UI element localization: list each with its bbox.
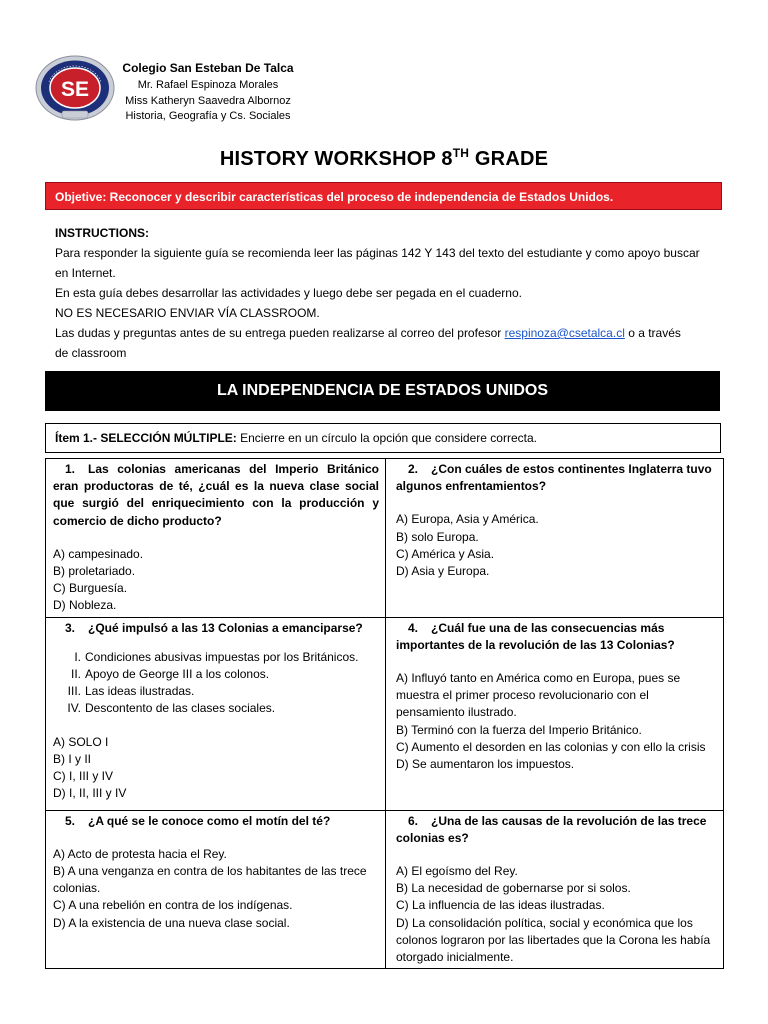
option[interactable]: D) Se aumentaron los impuestos. <box>396 757 575 772</box>
option[interactable]: C) I, III y IV <box>53 769 114 784</box>
option[interactable]: A) Europa, Asia y América. <box>396 512 539 527</box>
statement-text: Las ideas ilustradas. <box>85 684 195 699</box>
subject: Historia, Geografía y Cs. Sociales <box>125 110 291 122</box>
statement-number: IV. <box>67 701 81 716</box>
title-end: GRADE <box>469 148 549 170</box>
option[interactable]: C) A una rebelión en contra de los indígenas. <box>53 898 293 913</box>
item-1-text: Encierre en un círculo la opción que considere correcta. <box>236 431 537 445</box>
option[interactable]: B) proletariado. <box>53 564 136 579</box>
question-1-options <box>53 546 379 615</box>
question-6 <box>386 810 724 969</box>
question-2-options <box>396 511 717 580</box>
item-1-label: Ítem 1.- SELECCIÓN MÚLTIPLE: <box>55 431 237 445</box>
page-title <box>0 146 768 171</box>
statement-number: II. <box>70 667 81 682</box>
question-6-text: ¿Una de las causas de la revolución de las trece colonias es? <box>396 813 707 845</box>
question-4-number: 4. <box>408 620 419 635</box>
logo-bottom-ribbon <box>62 111 88 118</box>
option[interactable]: A) SOLO I <box>53 734 109 749</box>
instructions-line-1: Para responder la siguiente guía se recomienda leer las páginas 142 Y 143 del texto del estudiante y como apoyo buscar <box>55 246 700 260</box>
question-3-text: ¿Qué impulsó a las 13 Colonias a emanciparse? <box>88 620 363 635</box>
question-4 <box>386 617 724 810</box>
question-3 <box>46 617 386 810</box>
statement-text: Condiciones abusivas impuestas por los Británicos. <box>85 649 359 664</box>
teacher-1: Mr. Rafael Espinoza Morales <box>137 79 279 91</box>
question-5-number: 5. <box>65 813 76 828</box>
option[interactable]: B) A una venganza en contra de los habitantes de las trece colonias. <box>53 864 367 896</box>
instructions-line-5 <box>55 323 725 343</box>
statement <box>63 683 379 700</box>
school-name: Colegio San Esteban De Talca <box>122 61 294 75</box>
option[interactable]: A) Acto de protesta hacia el Rey. <box>53 846 227 861</box>
title-superscript: TH <box>452 146 470 160</box>
option[interactable]: A) campesinado. <box>53 546 144 561</box>
question-row-1 <box>46 459 724 618</box>
question-3-statements <box>53 649 379 718</box>
question-5 <box>46 810 386 969</box>
instructions-line-6: de classroom <box>55 346 127 360</box>
instructions-line-3: En esta guía debes desarrollar las actividades y luego debe ser pegada en el cuaderno. <box>55 286 522 300</box>
question-6-number: 6. <box>408 813 419 828</box>
question-4-options <box>396 670 717 773</box>
question-5-options <box>53 846 379 932</box>
question-1 <box>46 459 386 618</box>
question-row-2 <box>46 617 724 810</box>
question-row-3 <box>46 810 724 969</box>
teacher-2: Miss Katheryn Saavedra Albornoz <box>125 94 291 107</box>
statement-text: Descontento de las clases sociales. <box>85 701 276 716</box>
option[interactable]: B) Terminó con la fuerza del Imperio Británico. <box>396 722 642 737</box>
instructions-heading: INSTRUCTIONS: <box>55 226 149 240</box>
option[interactable]: C) América y Asia. <box>396 546 495 561</box>
option[interactable]: C) La influencia de las ideas ilustradas. <box>396 898 605 913</box>
contact-text: Las dudas y preguntas antes de su entrega pueden realizarse al correo del profesor <box>55 326 505 340</box>
question-2-text: ¿Con cuáles de estos continentes Inglaterra tuvo algunos enfrentamientos? <box>396 462 712 494</box>
question-1-number: 1. <box>65 462 76 476</box>
question-2-number: 2. <box>408 462 419 476</box>
option[interactable]: C) Aumento el desorden en las colonias y con ello la crisis <box>396 739 706 754</box>
title-main: HISTORY WORKSHOP 8 <box>219 148 453 170</box>
question-4-text: ¿Cuál fue una de las consecuencias más importantes de la revolución de las 13 Colonias? <box>396 620 675 652</box>
option[interactable]: D) La consolidación política, social y económica que los colonos lograron por las libertades que la Corona les había otorgado inicialmente. <box>396 915 711 965</box>
objective-banner: Objetive: Reconocer y describir características del proceso de independencia de Estados Unidos. <box>45 182 722 210</box>
option[interactable]: B) I y II <box>53 751 92 766</box>
option[interactable]: D) Nobleza. <box>53 598 117 613</box>
option[interactable]: C) Burguesía. <box>53 581 128 596</box>
item-1-instruction <box>45 423 721 453</box>
option[interactable]: A) Influyó tanto en América como en Europa, pues se muestra el primer proceso revolucionario con el pensamiento ilustrado. <box>396 671 681 720</box>
question-5-text: ¿A qué se le conoce como el motín del té? <box>88 813 331 828</box>
statement-number: III. <box>67 684 81 699</box>
option[interactable]: A) El egoísmo del Rey. <box>396 864 518 879</box>
question-6-options <box>396 863 717 966</box>
option[interactable]: D) I, II, III y IV <box>53 786 127 801</box>
contact-text-end: o a través <box>624 326 681 340</box>
instructions-line-4: NO ES NECESARIO ENVIAR VÍA CLASSROOM. <box>55 306 320 320</box>
statement-text: Apoyo de George III a los colonos. <box>85 667 270 682</box>
statement-number: I. <box>74 649 81 664</box>
option[interactable]: B) La necesidad de gobernarse por si solos. <box>396 881 631 896</box>
school-header <box>118 60 298 125</box>
statement <box>63 649 379 666</box>
option[interactable]: D) A la existencia de una nueva clase social. <box>53 915 290 930</box>
questions-table <box>45 458 724 969</box>
statement <box>63 700 379 717</box>
statement <box>63 666 379 683</box>
logo-initials: SE <box>60 78 90 101</box>
school-logo <box>35 55 115 121</box>
question-1-text: Las colonias americanas del Imperio Británico eran productoras de té, ¿cuál es la nueva clase social que surgió del enriquecimiento con la producción y comercio de dicho producto? <box>53 462 379 528</box>
option[interactable]: D) Asia y Europa. <box>396 564 490 579</box>
instructions <box>55 223 725 363</box>
email-link[interactable]: respinoza@csetalca.cl <box>504 326 625 340</box>
option[interactable]: B) solo Europa. <box>396 529 479 544</box>
question-3-options <box>53 734 379 803</box>
question-2 <box>386 459 724 618</box>
instructions-line-2: en Internet. <box>55 266 116 280</box>
section-banner: LA INDEPENDENCIA DE ESTADOS UNIDOS <box>45 371 720 411</box>
question-3-number: 3. <box>65 620 76 635</box>
